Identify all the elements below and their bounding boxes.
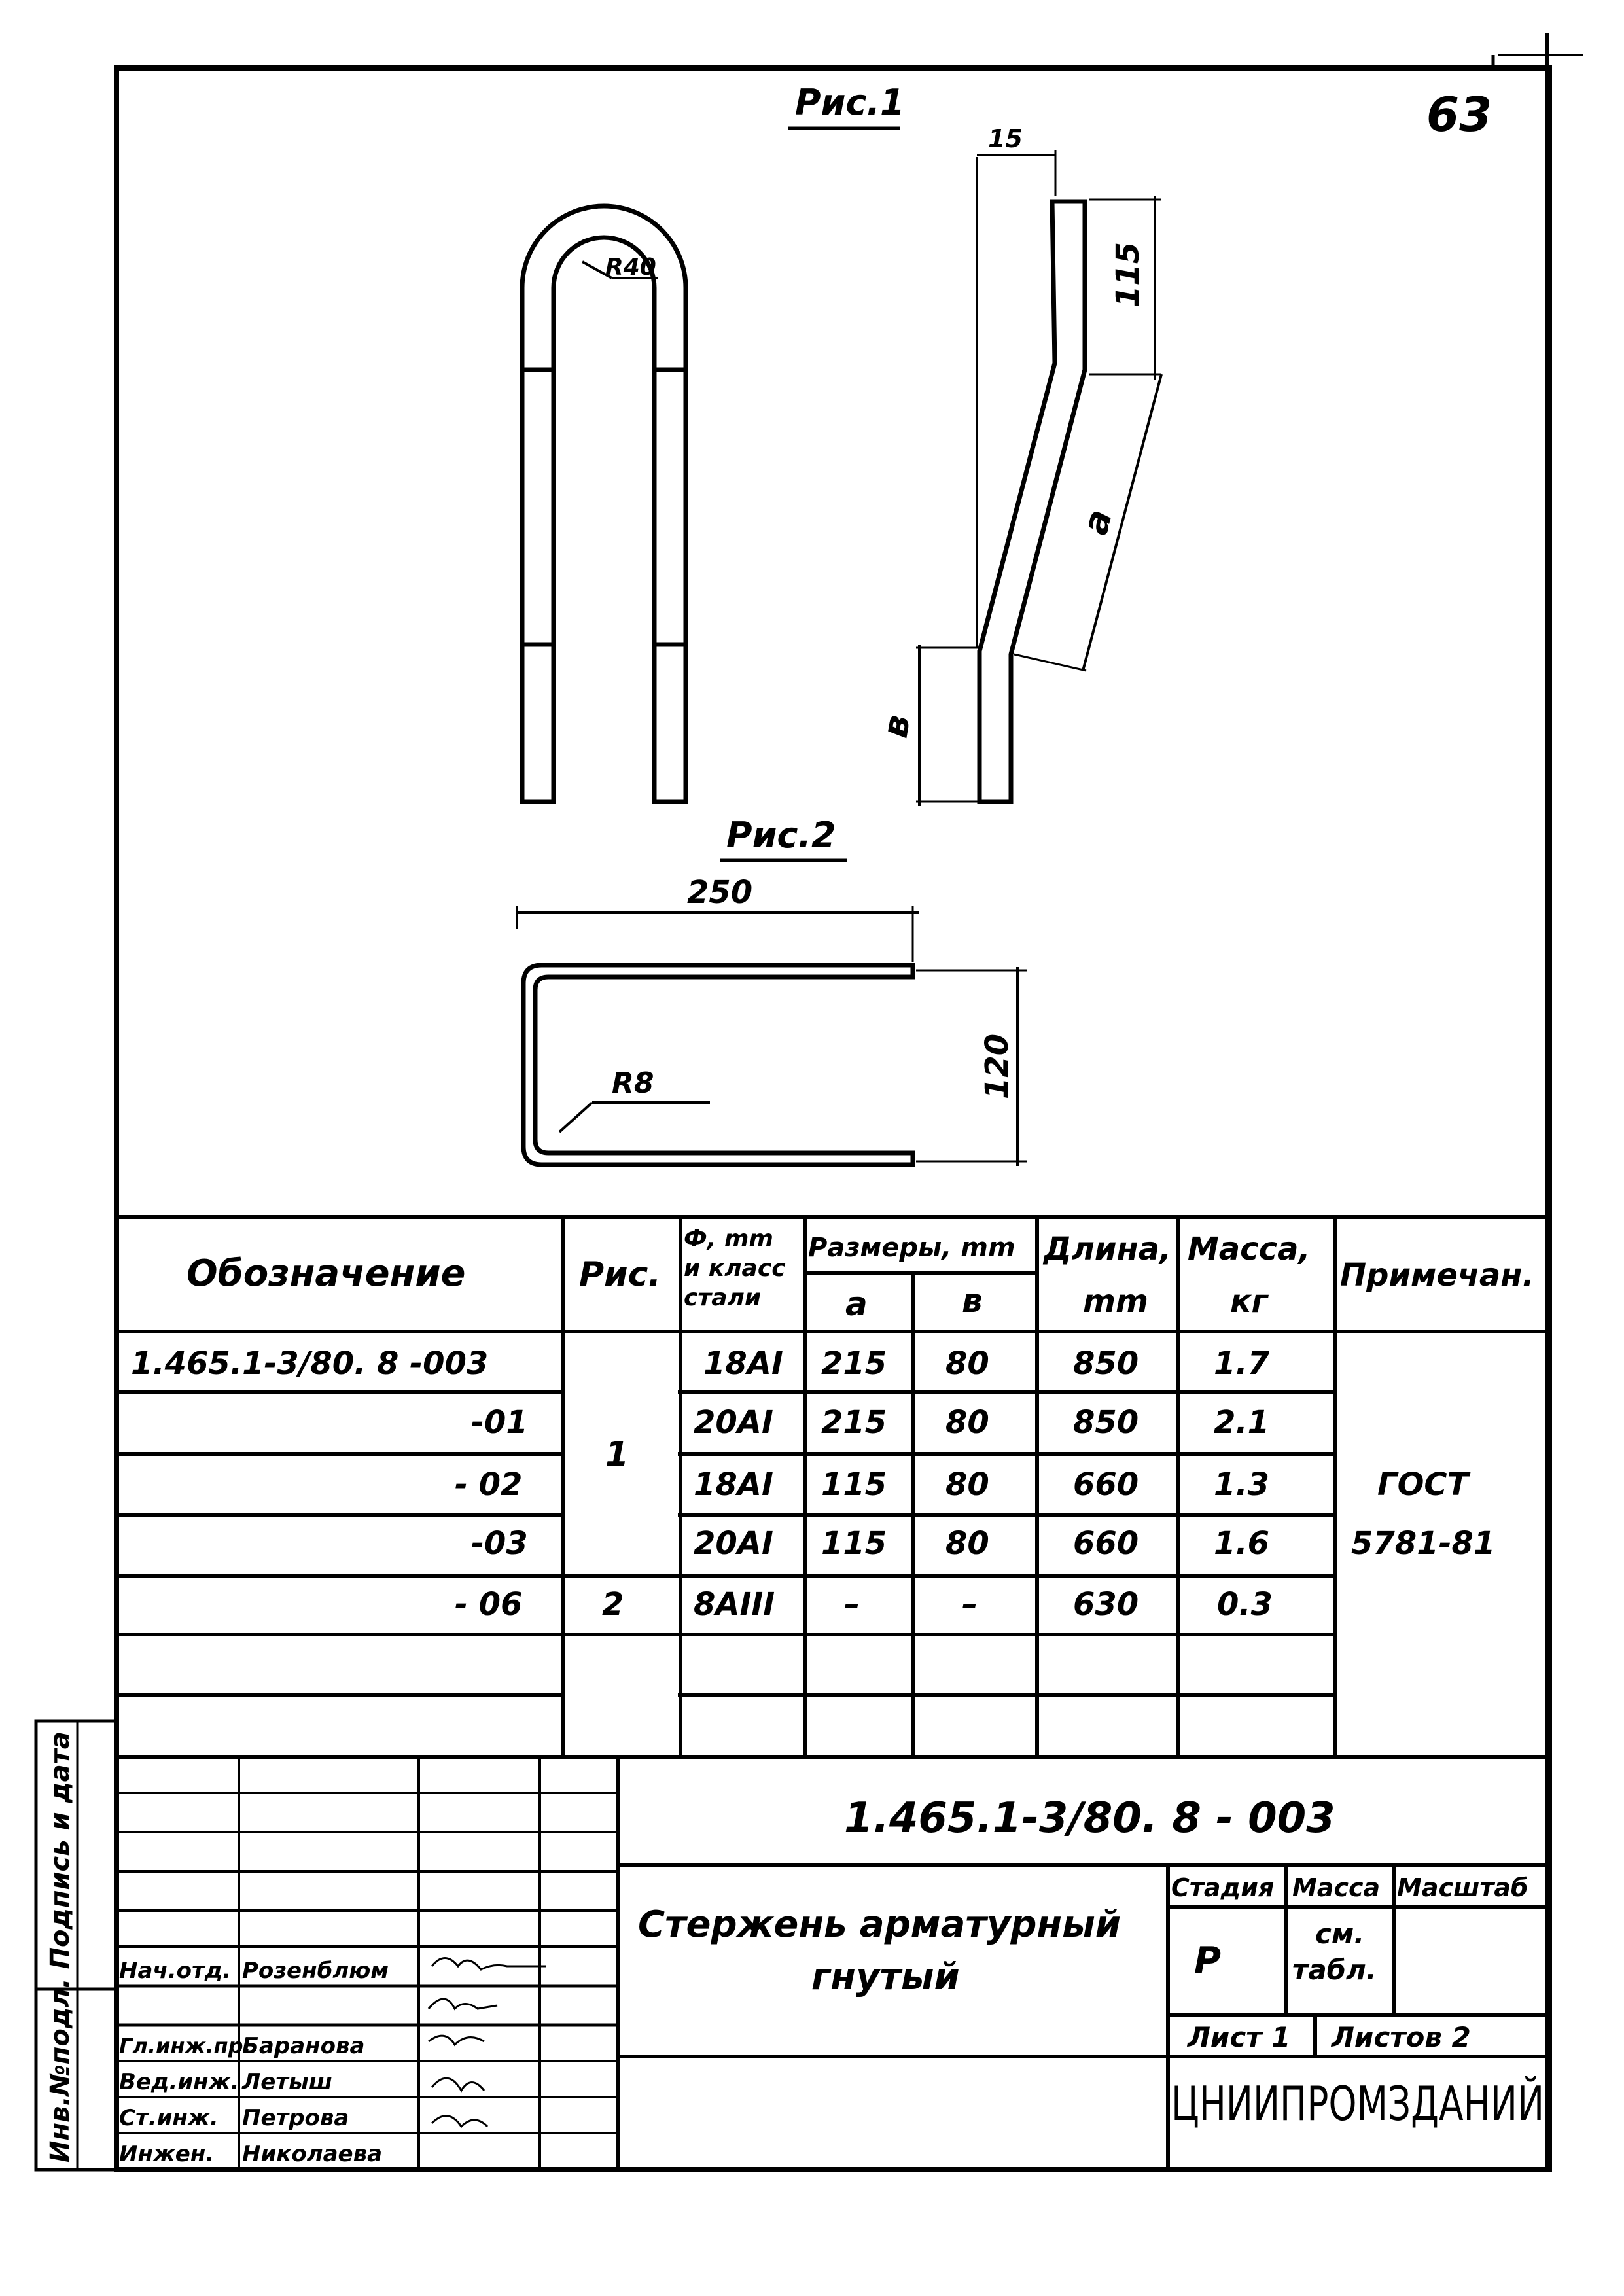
row5-figure: 2 <box>602 1586 624 1623</box>
header-diameter-2: и класс <box>684 1255 786 1282</box>
figure2-dim-width: 250 <box>687 874 753 911</box>
header-diameter-3: стали <box>684 1284 762 1311</box>
sig-name-4: Петрова <box>242 2105 349 2131</box>
mass-value-2: табл. <box>1292 1954 1377 1986</box>
mass-value-1: см. <box>1315 1918 1365 1950</box>
figure-group-1: 1 <box>605 1435 629 1474</box>
figure1-dim-b: в <box>874 711 919 741</box>
sig-name-1: Розенблюм <box>242 1958 389 1984</box>
table-row <box>471 1404 1269 1441</box>
sig-name-2: Баранова <box>242 2033 365 2059</box>
figure1-radius-label: R40 <box>605 254 656 281</box>
row3-mass: 1.3 <box>1214 1466 1270 1503</box>
row2-a: 215 <box>821 1404 887 1441</box>
sheet-frame <box>116 68 1549 2170</box>
figure1-dim-15: 15 <box>988 124 1023 153</box>
row2-length: 850 <box>1073 1404 1139 1441</box>
header-dim-b: в <box>962 1282 983 1320</box>
header-length-1: Длина, <box>1044 1231 1172 1267</box>
sheet-count: Листов 2 <box>1332 2021 1471 2053</box>
header-mass-1: Масса, <box>1188 1231 1311 1267</box>
row2-mass: 2.1 <box>1214 1404 1270 1441</box>
row5-designation: - 06 <box>455 1586 523 1623</box>
row3-designation: - 02 <box>455 1466 523 1503</box>
sig-name-5: Николаева <box>242 2141 383 2167</box>
header-dim-a: a <box>845 1285 868 1323</box>
document-title-2: гнутый <box>811 1956 960 1998</box>
header-figure: Рис. <box>579 1255 662 1294</box>
note-gost-2: 5781-81 <box>1351 1525 1496 1562</box>
row5-mass: 0.3 <box>1217 1586 1273 1623</box>
signature-marks <box>429 1958 546 2127</box>
document-code: 1.465.1-3/80. 8 - 003 <box>844 1794 1335 1843</box>
sig-name-3: Летыш <box>242 2069 332 2095</box>
side-stamp-text: Инв.№подл. Подпись и дата <box>45 1731 75 2163</box>
row4-b: 80 <box>945 1525 989 1562</box>
row1-diameter: 18AI <box>703 1345 783 1382</box>
table-row <box>455 1586 1273 1623</box>
figure1-u-bar <box>522 206 686 802</box>
stage-value: Р <box>1194 1939 1222 1982</box>
row4-diameter: 20AI <box>694 1525 773 1562</box>
sig-role-3: Вед.инж. <box>119 2069 239 2095</box>
note-gost-1: ГОСТ <box>1377 1466 1469 1503</box>
row4-designation: -03 <box>471 1525 528 1562</box>
row5-a: – <box>844 1586 860 1623</box>
header-length-2: mm <box>1083 1283 1149 1320</box>
header-designation: Обозначение <box>186 1252 466 1295</box>
row1-b: 80 <box>945 1345 989 1382</box>
table-row <box>131 1345 1270 1382</box>
stage-header: Стадия <box>1171 1873 1275 1902</box>
figure2-dim-height: 120 <box>979 1033 1015 1099</box>
mass-header: Масса <box>1292 1873 1381 1902</box>
row1-designation: 1.465.1-3/80. 8 -003 <box>131 1345 489 1382</box>
row2-b: 80 <box>945 1404 989 1441</box>
figure2-caption: Рис.2 <box>726 815 836 856</box>
table-row <box>471 1525 1269 1562</box>
figure2-radius-label: R8 <box>612 1067 654 1100</box>
row5-length: 630 <box>1073 1586 1139 1623</box>
row4-length: 660 <box>1073 1525 1139 1562</box>
organization-name: ЦНИИПРОМЗДАНИЙ <box>1171 2076 1544 2131</box>
header-mass-2: кг <box>1230 1283 1268 1320</box>
row1-mass: 1.7 <box>1214 1345 1270 1382</box>
sheet-number: Лист 1 <box>1188 2021 1291 2053</box>
page-number: 63 <box>1426 87 1492 142</box>
row3-b: 80 <box>945 1466 989 1503</box>
document-title-1: Стержень арматурный <box>638 1903 1121 1946</box>
row2-designation: -01 <box>471 1404 528 1441</box>
row5-diameter: 8AIII <box>694 1586 775 1623</box>
figure2-stirrup <box>517 906 1027 1166</box>
row4-mass: 1.6 <box>1214 1525 1270 1562</box>
sig-role-4: Ст.инж. <box>119 2105 219 2131</box>
row3-length: 660 <box>1073 1466 1139 1503</box>
row3-a: 115 <box>821 1466 887 1503</box>
sig-role-1: Нач.отд. <box>119 1958 232 1984</box>
sig-role-2: Гл.инж.пр. <box>119 2034 251 2058</box>
figure1-dim-a: a <box>1074 504 1120 539</box>
row1-length: 850 <box>1073 1345 1139 1382</box>
scale-header: Масштаб <box>1397 1873 1528 1902</box>
row4-a: 115 <box>821 1525 887 1562</box>
row2-diameter: 20AI <box>694 1404 773 1441</box>
sig-role-5: Инжен. <box>119 2141 215 2167</box>
table-row <box>455 1466 1269 1503</box>
row1-a: 215 <box>821 1345 887 1382</box>
row3-diameter: 18AI <box>694 1466 773 1503</box>
figure1-dim-115: 115 <box>1110 241 1146 308</box>
header-note: Примечан. <box>1340 1257 1534 1294</box>
header-diameter-1: Ф, mm <box>684 1226 773 1252</box>
row5-b: – <box>962 1586 978 1623</box>
figure1-caption: Рис.1 <box>795 82 905 123</box>
header-dimensions: Размеры, mm <box>808 1233 1015 1263</box>
